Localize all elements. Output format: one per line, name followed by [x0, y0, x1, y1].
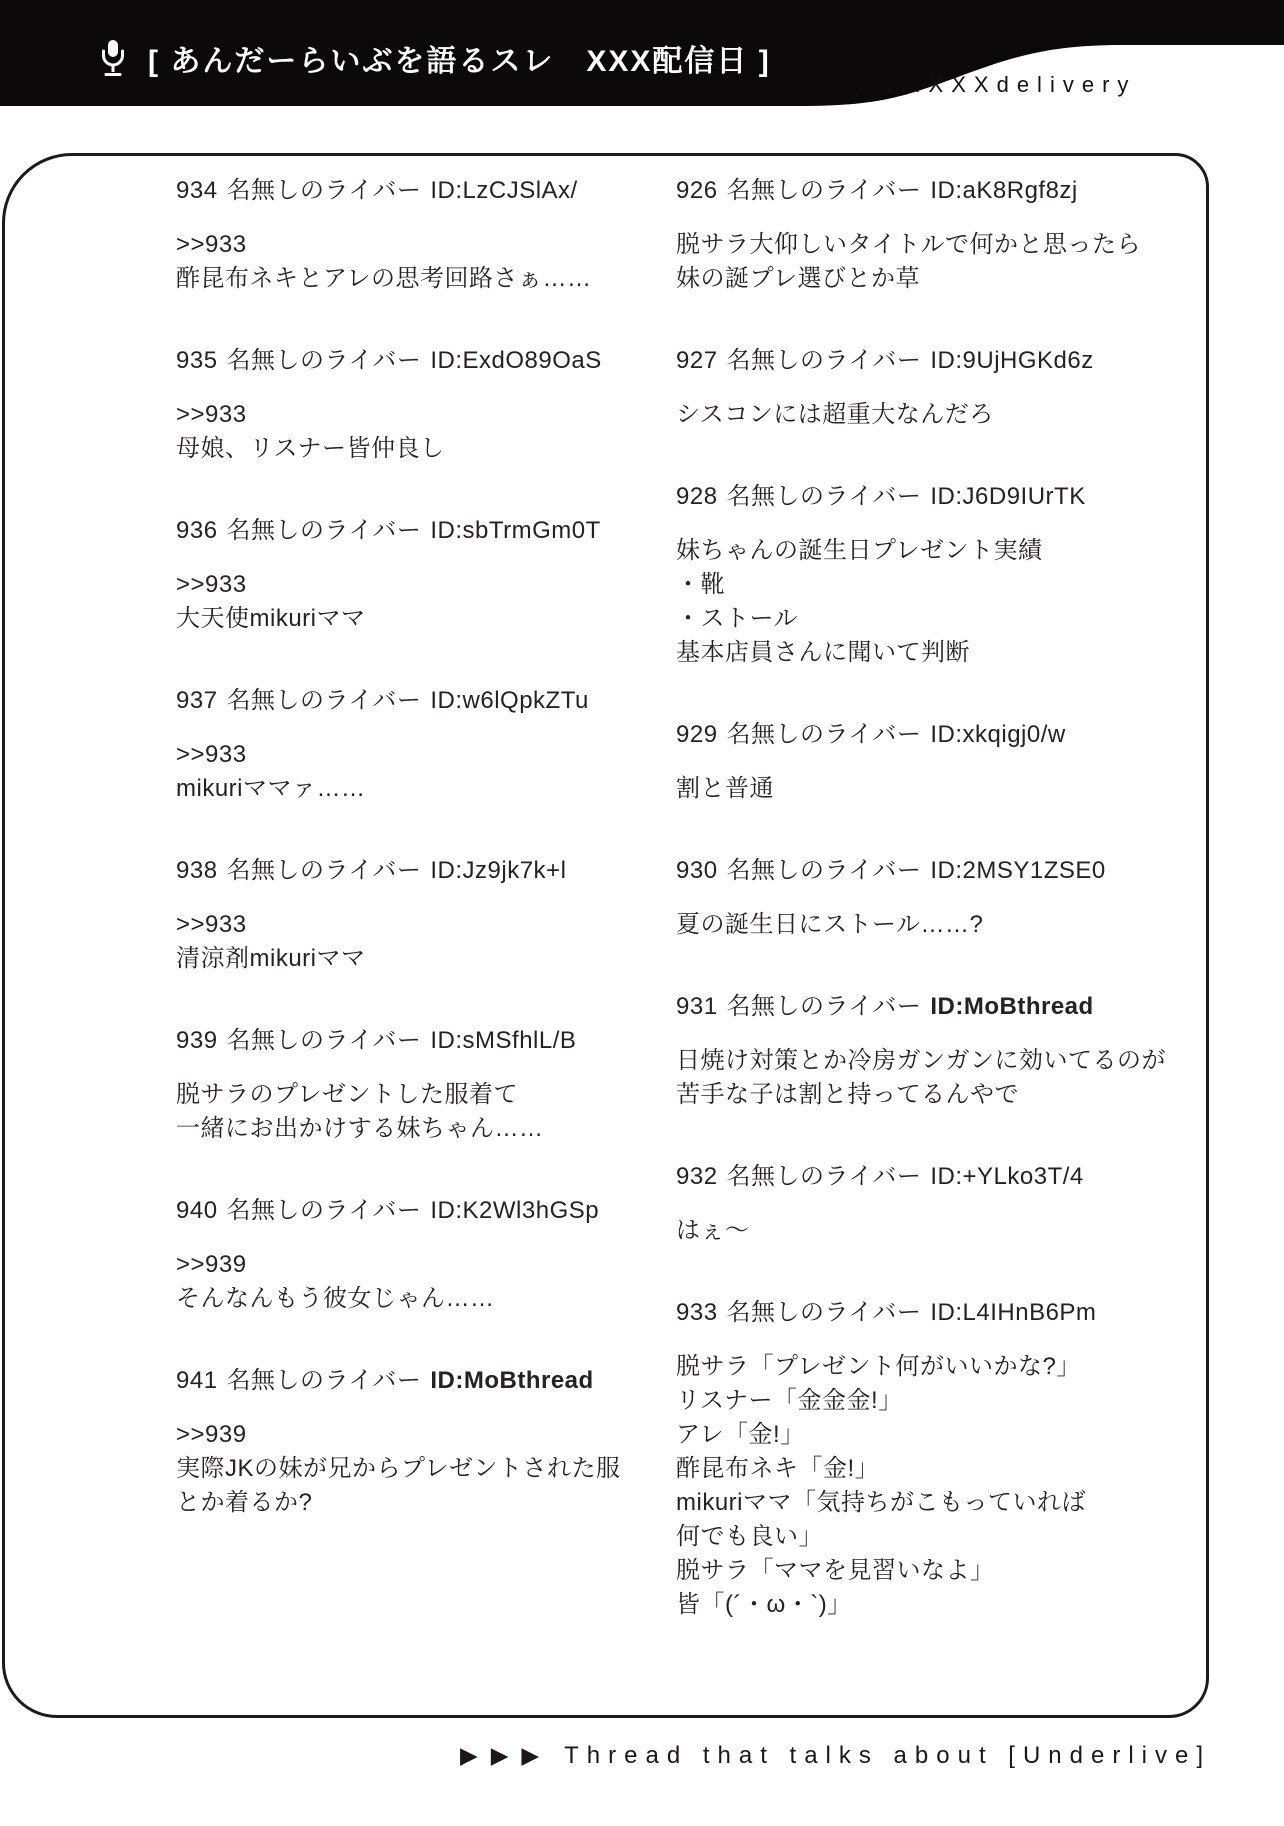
- post-header: [176, 176, 606, 206]
- post: [676, 992, 1216, 1112]
- post-author: 名無しのライバー: [226, 177, 422, 204]
- page-footer: [460, 1742, 1211, 1770]
- post-line: 脱サラ「プレゼント何がいいかな?」: [676, 1353, 1081, 1380]
- post-line: 一緒にお出かけする妹ちゃん……: [176, 1115, 544, 1142]
- post-line: 妹の誕プレ選びとか草: [676, 265, 921, 292]
- post-number: 928: [676, 483, 718, 510]
- post-header: [176, 346, 606, 376]
- post-line: 妹ちゃんの誕生日プレゼント実績: [676, 537, 1043, 564]
- post-header: [676, 1162, 1216, 1192]
- post: [176, 856, 606, 976]
- header-bar: [0, 0, 1284, 110]
- post: [176, 1196, 606, 1316]
- post-number: 941: [176, 1367, 218, 1394]
- post-line: 割と普通: [676, 775, 774, 802]
- post: [676, 856, 1216, 942]
- delivery-label: .....XXXdelivery: [858, 72, 1137, 97]
- post: [176, 176, 606, 296]
- post-number: 937: [176, 687, 218, 714]
- post-id: ID:9UjHGKd6z: [930, 347, 1094, 374]
- microphone-icon: [101, 39, 125, 77]
- post-author: 名無しのライバー: [226, 1027, 422, 1054]
- post-header: [176, 516, 606, 546]
- post-line: 夏の誕生日にストール……?: [676, 911, 984, 938]
- post-author: 名無しのライバー: [726, 347, 922, 374]
- post-line: mikuriママ「気持ちがこもっていれば: [676, 1489, 1086, 1516]
- post-line: シスコンには超重大なんだろ: [676, 401, 994, 428]
- post-line: 脱サラのプレゼントした服着て: [176, 1081, 519, 1108]
- post-line: >>933: [176, 911, 247, 938]
- post-id: ID:sMSfhlL/B: [430, 1027, 577, 1054]
- post-line: mikuriママァ……: [176, 775, 366, 802]
- thread-column-left: [176, 176, 621, 1570]
- post-number: 938: [176, 857, 218, 884]
- post-line: 酢昆布ネキ「金!」: [676, 1455, 880, 1482]
- post-author: 名無しのライバー: [226, 1197, 422, 1224]
- thread-column-right: [676, 176, 1216, 1672]
- post-id: ID:J6D9IUrTK: [930, 483, 1086, 510]
- post-id: ID:sbTrmGm0T: [430, 517, 601, 544]
- post: [676, 482, 1216, 670]
- post-line: >>933: [176, 741, 247, 768]
- post-line: >>933: [176, 571, 247, 598]
- post-id: ID:Jz9jk7k+l: [430, 857, 567, 884]
- post: [176, 1366, 621, 1520]
- post-author: 名無しのライバー: [726, 1163, 922, 1190]
- footer-arrows-icon: ▶▶▶: [460, 1742, 553, 1768]
- post-author: 名無しのライバー: [726, 857, 922, 884]
- post-number: 940: [176, 1197, 218, 1224]
- post: [176, 346, 606, 466]
- post-id: ID:xkqigj0/w: [930, 721, 1066, 748]
- post-number: 931: [676, 993, 718, 1020]
- post-header: [676, 482, 1216, 512]
- post-line: 基本店員さんに聞いて判断: [676, 639, 970, 666]
- post-author: 名無しのライバー: [226, 347, 422, 374]
- post-id: ID:ExdO89OaS: [430, 347, 602, 374]
- thread-title: [ あんだーらいぶを語るスレ XXX配信日 ]: [148, 45, 771, 78]
- post-line: 皆「(´・ω・`)」: [676, 1591, 852, 1618]
- post-id: ID:L4IHnB6Pm: [930, 1299, 1097, 1326]
- post-header: [676, 720, 1216, 750]
- post-author: 名無しのライバー: [226, 1367, 422, 1394]
- post-line: ・ストール: [676, 605, 799, 632]
- post-number: 926: [676, 177, 718, 204]
- post-line: >>939: [176, 1421, 247, 1448]
- post-header: [676, 176, 1216, 206]
- post: [176, 516, 606, 636]
- post-author: 名無しのライバー: [726, 1299, 922, 1326]
- post-number: 935: [176, 347, 218, 374]
- post-line: リスナー「金金金!」: [676, 1387, 903, 1414]
- post-id: ID:+YLko3T/4: [930, 1163, 1084, 1190]
- post: [176, 686, 606, 806]
- post-header: [676, 856, 1216, 886]
- post-header: [676, 346, 1216, 376]
- post-line: >>933: [176, 401, 247, 428]
- post-line: 清涼剤mikuriママ: [176, 945, 366, 972]
- post-header: [176, 856, 606, 886]
- post: [176, 1026, 606, 1146]
- post-header: [676, 992, 1216, 1022]
- footer-label: Thread that talks about [Underlive]: [564, 1742, 1211, 1769]
- post: [676, 1298, 1216, 1622]
- post-id: ID:2MSY1ZSE0: [930, 857, 1106, 884]
- post-line: そんなんもう彼女じゃん……: [176, 1285, 495, 1312]
- post-header: [176, 1026, 606, 1056]
- post-line: 脱サラ大仰しいタイトルで何かと思ったら: [676, 231, 1142, 258]
- post-line: 日焼け対策とか冷房ガンガンに効いてるのが: [676, 1047, 1166, 1074]
- post-line: 大天使mikuriママ: [176, 605, 366, 632]
- post-line: ・靴: [676, 571, 725, 598]
- post-line: 酢昆布ネキとアレの思考回路さぁ……: [176, 265, 592, 292]
- post-line: 実際JKの妹が兄からプレゼントされた服: [176, 1455, 621, 1482]
- post-number: 933: [676, 1299, 718, 1326]
- post-line: 苦手な子は割と持ってるんやで: [676, 1081, 1019, 1108]
- post-number: 927: [676, 347, 718, 374]
- post-id: ID:aK8Rgf8zj: [930, 177, 1078, 204]
- post-header: [176, 1196, 606, 1226]
- post-number: 929: [676, 721, 718, 748]
- post-author: 名無しのライバー: [226, 857, 422, 884]
- post-line: とか着るか?: [176, 1489, 313, 1516]
- post-line: はぇ〜: [676, 1217, 750, 1244]
- post-number: 932: [676, 1163, 718, 1190]
- post-number: 934: [176, 177, 218, 204]
- post-line: 何でも良い」: [676, 1523, 823, 1550]
- post-line: アレ「金!」: [676, 1421, 805, 1448]
- post-id: ID:MoBthread: [430, 1367, 594, 1394]
- post-id: ID:LzCJSlAx/: [430, 177, 578, 204]
- post-number: 930: [676, 857, 718, 884]
- post-id: ID:w6lQpkZTu: [430, 687, 589, 714]
- post-line: >>939: [176, 1251, 247, 1278]
- post: [676, 176, 1216, 296]
- post-id: ID:MoBthread: [930, 993, 1094, 1020]
- post-id: ID:K2Wl3hGSp: [430, 1197, 600, 1224]
- post-author: 名無しのライバー: [726, 177, 922, 204]
- post: [676, 346, 1216, 432]
- post-number: 936: [176, 517, 218, 544]
- post-author: 名無しのライバー: [226, 687, 422, 714]
- post-line: 脱サラ「ママを見習いなよ」: [676, 1557, 995, 1584]
- post: [676, 720, 1216, 806]
- post-header: [176, 1366, 606, 1396]
- post-author: 名無しのライバー: [726, 483, 922, 510]
- post-number: 939: [176, 1027, 218, 1054]
- post: [676, 1162, 1216, 1248]
- post-header: [676, 1298, 1216, 1328]
- post-author: 名無しのライバー: [726, 721, 922, 748]
- post-author: 名無しのライバー: [726, 993, 922, 1020]
- post-header: [176, 686, 606, 716]
- post-line: >>933: [176, 231, 247, 258]
- post-line: 母娘、リスナー皆仲良し: [176, 435, 445, 462]
- post-author: 名無しのライバー: [226, 517, 422, 544]
